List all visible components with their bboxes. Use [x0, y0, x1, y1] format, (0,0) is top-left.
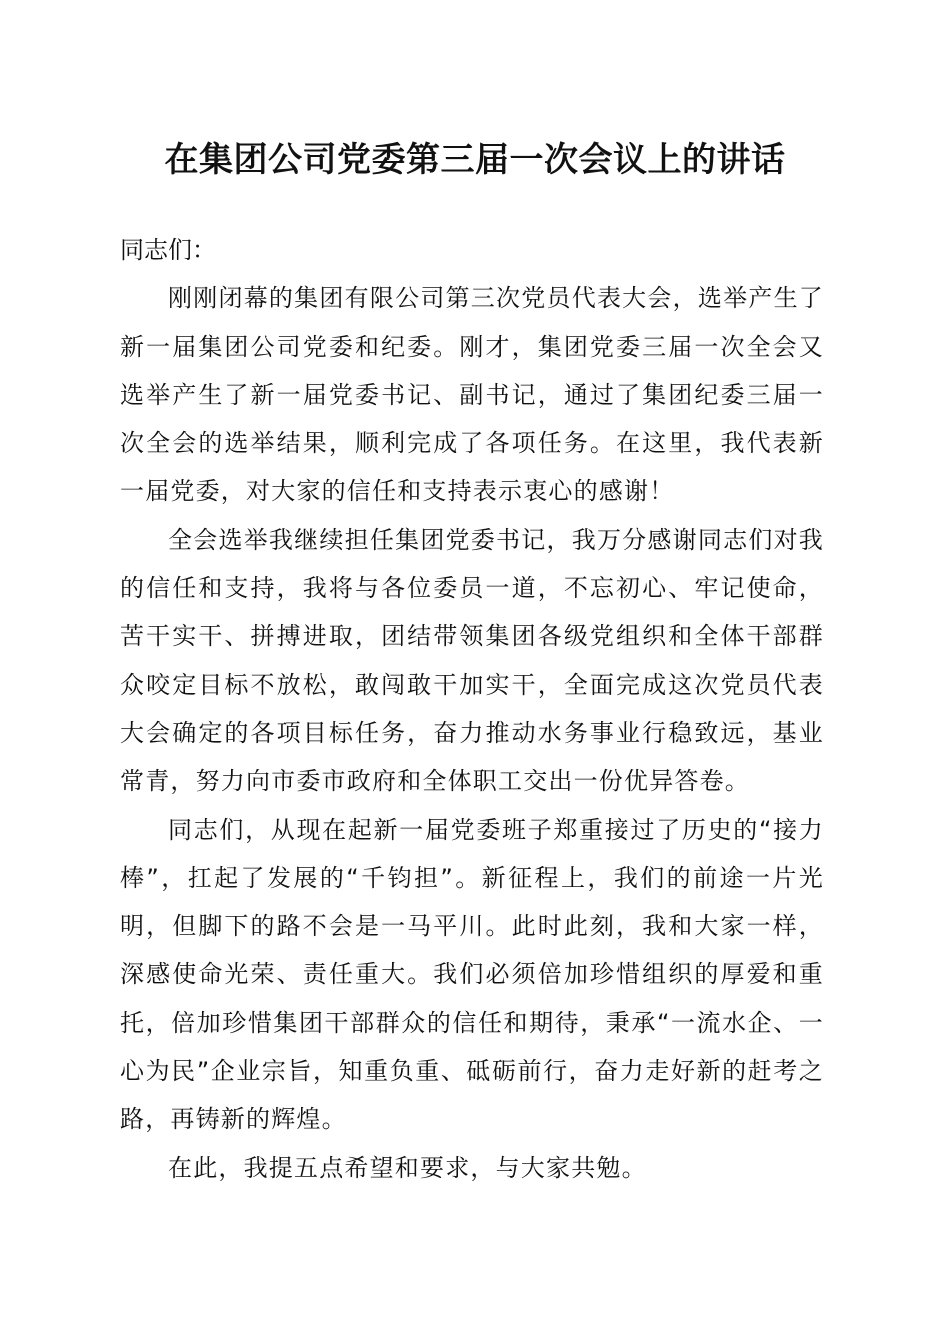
paragraph-1: 刚刚闭幕的集团有限公司第三次党员代表大会，选举产生了新一届集团公司党委和纪委。刚才，集团党委三届一次全会又选举产生了新一届党委书记、副书记，通过了集团纪委三届一次全会的选举结果，顺利完成了各项任务。在这里，我代表新一届党委，对大家的信任和支持表示衷心的感谢！	[120, 284, 824, 506]
salutation: 同志们：	[120, 236, 216, 264]
paragraph-2: 全会选举我继续担任集团党委书记，我万分感谢同志们对我的信任和支持，我将与各位委员一道，不忘初心、牢记使命，苦干实干、拼搏进取，团结带领集团各级党组织和全体干部群众咬定目标不放松，敢闯敢干加实干，全面完成这次党员代表大会确定的各项目标任务，奋力推动水务事业行稳致远，基业常青，努力向市委市政府和全体职工交出一份优异答卷。	[120, 525, 824, 796]
paragraph-4: 在此，我提五点希望和要求，与大家共勉。	[168, 1153, 647, 1182]
document-title: 在集团公司党委第三届一次会议上的讲话	[164, 140, 786, 180]
document-body	[120, 226, 824, 1192]
paragraph-3: 同志们，从现在起新一届党委班子郑重接过了历史的“接力棒”，扛起了发展的“千钧担”。新征程上，我们的前途一片光明，但脚下的路不会是一马平川。此时此刻，我和大家一样，深感使命光荣、责任重大。我们必须倍加珍惜组织的厚爱和重托，倍加珍惜集团干部群众的信任和期待，秉承“一流水企、一心为民”企业宗旨，知重负重、砥砺前行，奋力走好新的赶考之路，再铸新的辉煌。	[120, 815, 824, 1134]
